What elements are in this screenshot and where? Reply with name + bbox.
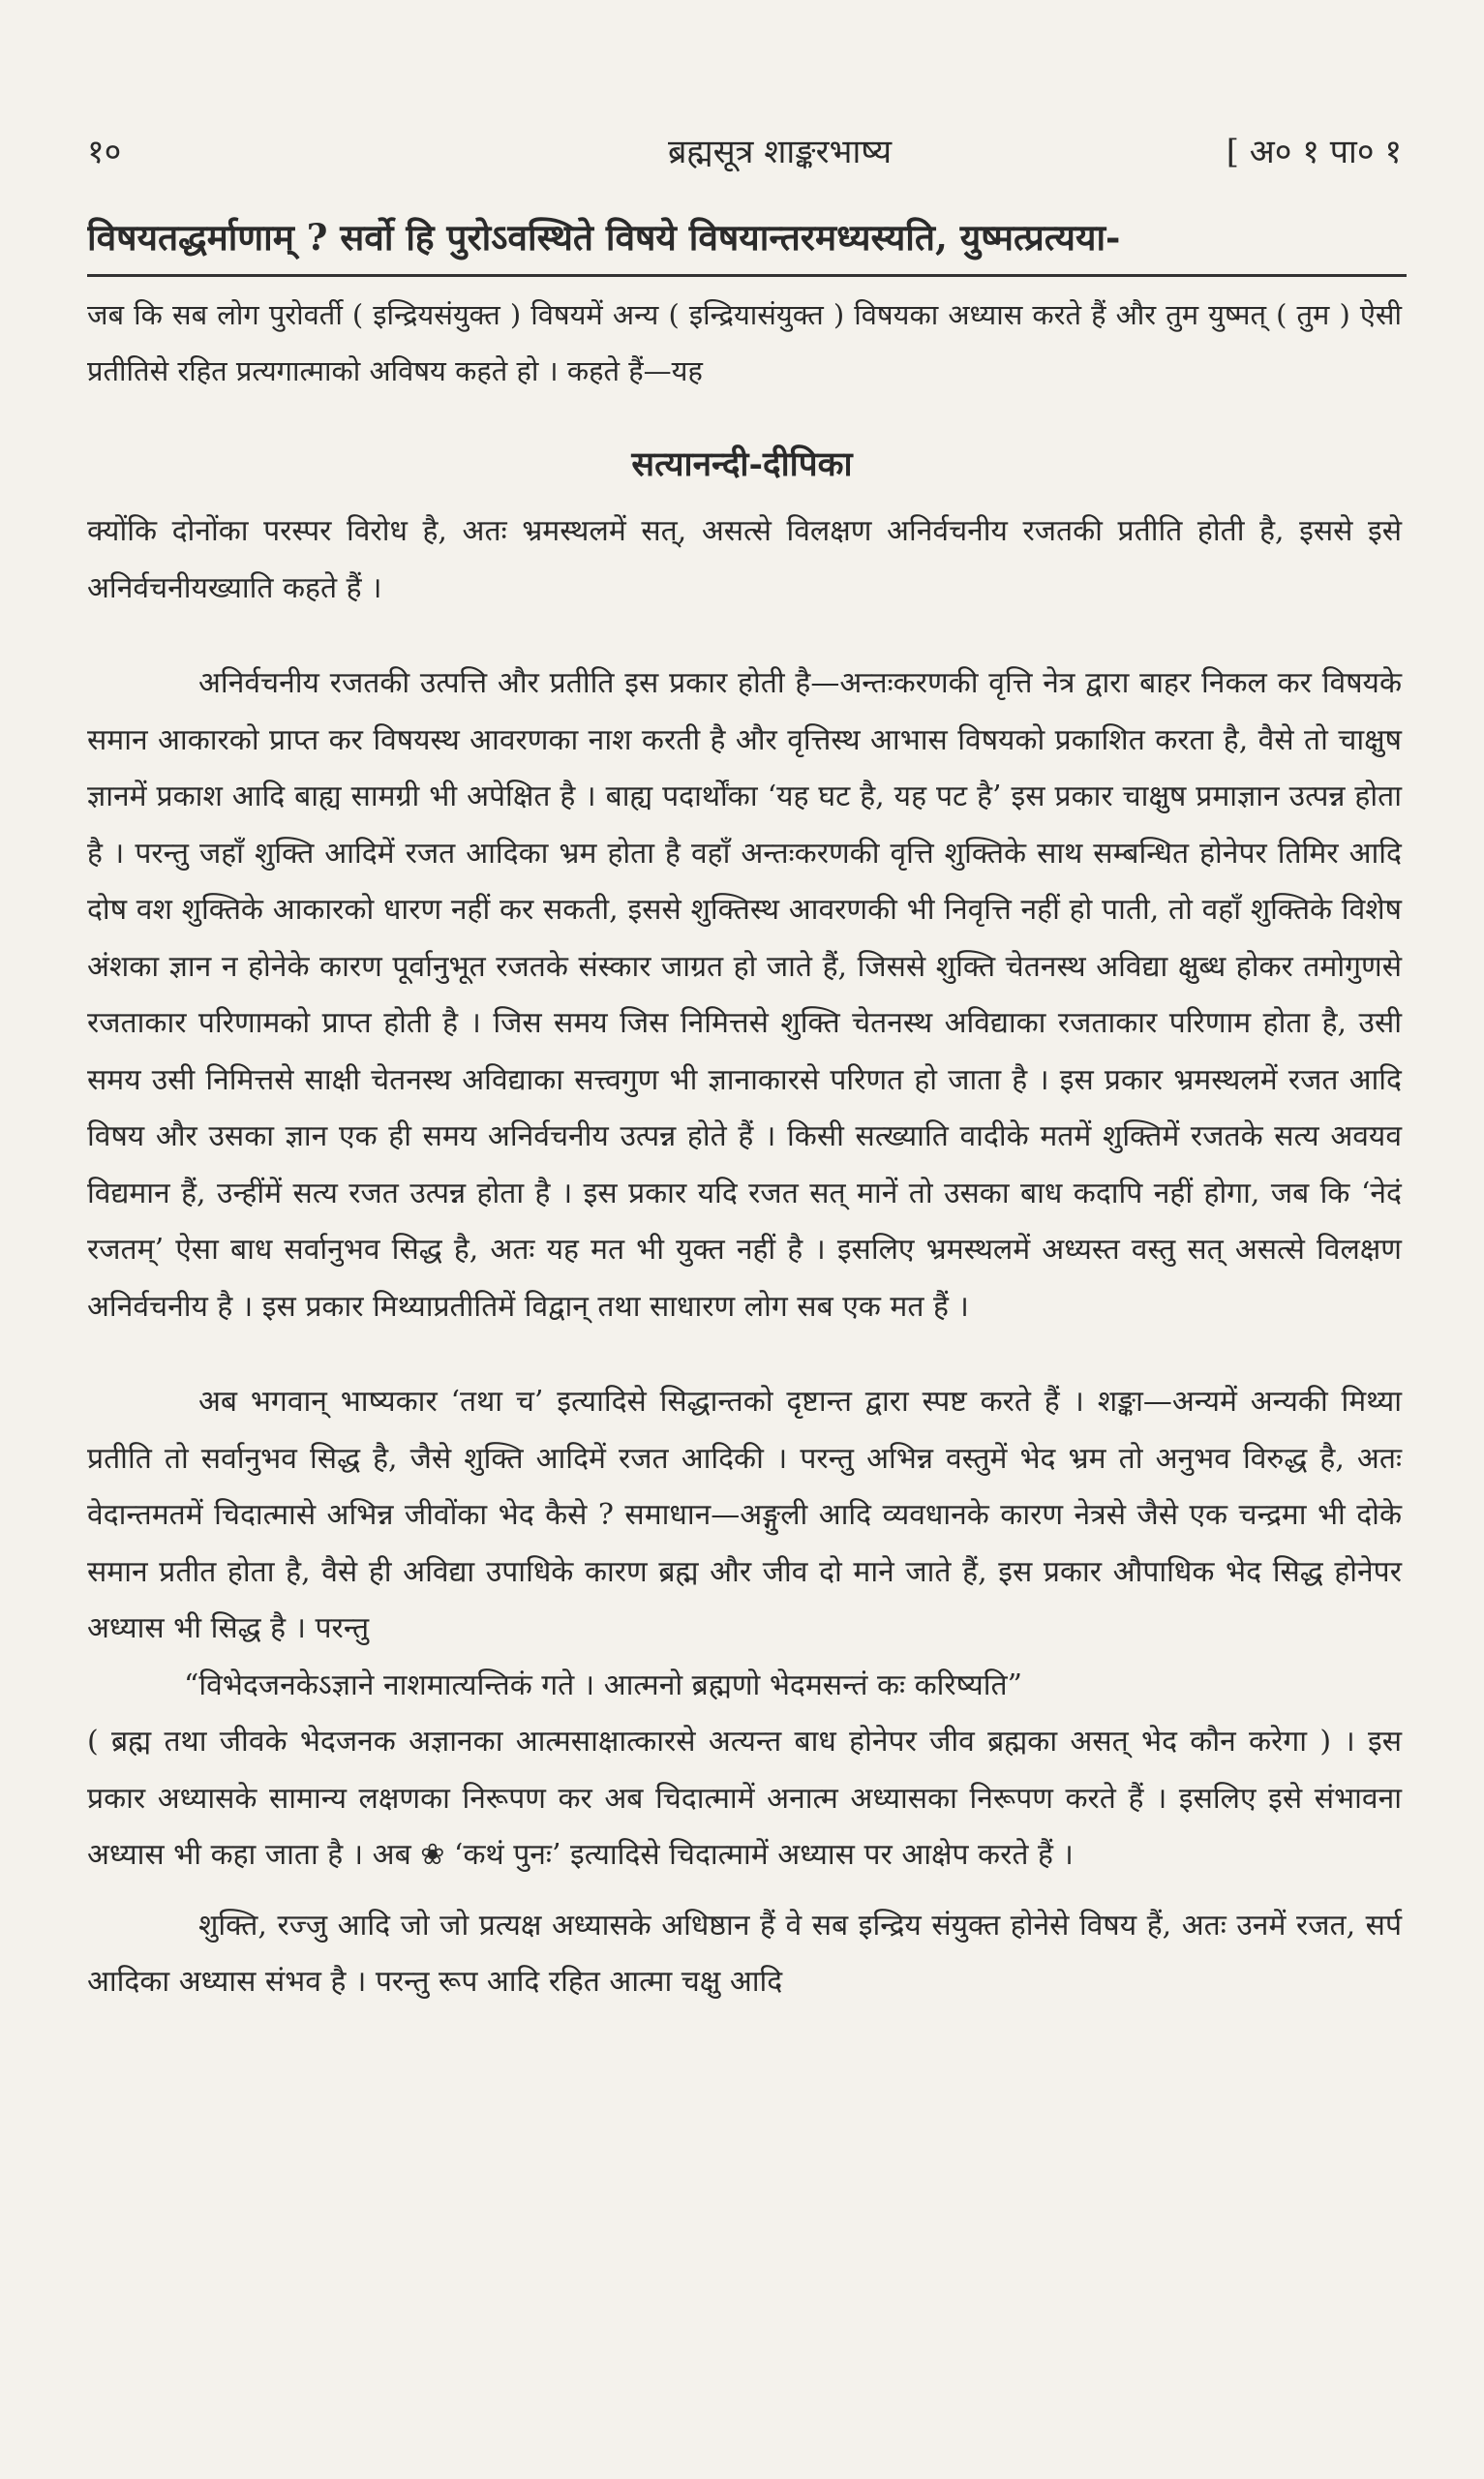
page-number: १० [87, 133, 122, 171]
paragraph: ( ब्रह्म तथा जीवके भेदजनक अज्ञानका आत्मसाक्षात्कारसे अत्यन्त बाध होनेपर जीव ब्रह्मका असत् भेद कौन करेगा ) । इस प्रकार अध्यासके सामान्य लक्षणका निरूपण कर अब चिदात्मामें अनात्म अध्यासका निरूपण करते हैं । इसलिए इसे संभावना अध्यास भी कहा जाता है । अब ❀ ‘कथं पुनः’ इत्यादिसे चिदात्मामें अध्यास पर आक्षेप करते हैं । [87, 1725, 1402, 1872]
book-title: ब्रह्मसूत्र शाङ्करभाष्य [668, 133, 893, 171]
quoted-verse: “विभेदजनकेऽज्ञाने नाशमात्यन्तिकं गते । आत्मनो ब्रह्मणो भेदमसन्तं कः करिष्यति” [184, 1668, 1022, 1702]
section-marker: [ अ० १ पा० १ [1226, 133, 1402, 171]
sutra-text: विषयतद्धर्माणाम् ? सर्वो हि पुरोऽवस्थिते विषये विषयान्तरमध्यस्यति, युष्मत्प्रत्यया- [87, 216, 1121, 259]
divider-rule [87, 274, 1407, 277]
paragraph: क्योंकि दोनोंका परस्पर विरोध है, अतः भ्रमस्थलमें सत्, असत्से विलक्षण अनिर्वचनीय रजतकी प्रतीति होती है, इससे इसे अनिर्वचनीयख्याति कहते हैं । [87, 514, 1402, 605]
commentary-body [87, 504, 1402, 2011]
translation-text: जब कि सब लोग पुरोवर्ती ( इन्द्रियसंयुक्त ) विषयमें अन्य ( इन्द्रियासंयुक्त ) विषयका अध्यास करते हैं और तुम युष्मत् ( तुम ) ऐसी प्रतीतिसे रहित प्रत्यगात्माको अविषय कहते हो । कहते हैं—यह [87, 298, 1402, 387]
paragraph: अब भगवान् भाष्यकार ‘तथा च’ इत्यादिसे सिद्धान्तको दृष्टान्त द्वारा स्पष्ट करते हैं । शङ्का—अन्यमें अन्यकी मिथ्या प्रतीति तो सर्वानुभव सिद्ध है, जैसे शुक्ति आदिमें रजत आदिकी । परन्तु अभिन्न वस्तुमें भेद भ्रम तो अनुभव विरुद्ध है, अतः वेदान्तमतमें चिदात्मासे अभिन्न जीवोंका भेद कैसे ? समाधान—अङ्गुली आदि व्यवधानके कारण नेत्रसे जैसे एक चन्द्रमा भी दोके समान प्रतीत होता है, वैसे ही अविद्या उपाधिके कारण ब्रह्म और जीव दो माने जाते हैं, इस प्रकार औपाधिक भेद सिद्ध होनेपर अध्यास भी सिद्ध है । परन्तु [87, 1385, 1402, 1645]
running-header [87, 128, 1402, 176]
paragraph: शुक्ति, रज्जु आदि जो जो प्रत्यक्ष अध्यासके अधिष्ठान हैं वे सब इन्द्रिय संयुक्त होनेसे विषय हैं, अतः उनमें रजत, सर्प आदिका अध्यास संभव है । परन्तु रूप आदि रहित आत्मा चक्षु आदि [87, 1908, 1402, 1999]
paragraph: अनिर्वचनीय रजतकी उत्पत्ति और प्रतीति इस प्रकार होती है—अन्तःकरणकी वृत्ति नेत्र द्वारा बाहर निकल कर विषयके समान आकारको प्राप्त कर विषयस्थ आवरणका नाश करती है और वृत्तिस्थ आभास विषयको प्रकाशित करता है, वैसे तो चाक्षुष ज्ञानमें प्रकाश आदि बाह्य सामग्री भी अपेक्षित है । बाह्य पदार्थोंका ‘यह घट है, यह पट है’ इस प्रकार चाक्षुष प्रमाज्ञान उत्पन्न होता है । परन्तु जहाँ शुक्ति आदिमें रजत आदिका भ्रम होता है वहाँ अन्तःकरणकी वृत्ति शुक्तिके साथ सम्बन्धित होनेपर तिमिर आदि दोष वश शुक्तिके आकारको धारण नहीं कर सकती, इससे शुक्तिस्थ आवरणकी भी निवृत्ति नहीं हो पाती, तो वहाँ शुक्तिके विशेष अंशका ज्ञान न होनेके कारण पूर्वानुभूत रजतके संस्कार जाग्रत हो जाते हैं, जिससे शुक्ति चेतनस्थ अविद्या क्षुब्ध होकर तमोगुणसे रजताकार परिणामको प्राप्त होती है । जिस समय जिस निमित्तसे शुक्ति चेतनस्थ अविद्याका रजताकार परिणाम होता है, उसी समय उसी निमित्तसे साक्षी चेतनस्थ अविद्याका सत्त्वगुण भी ज्ञानाकारसे परिणत हो जाता है । इस प्रकार भ्रमस्थलमें रजत आदि विषय और उसका ज्ञान एक ही समय अनिर्वचनीय उत्पन्न होते हैं । किसी सत्ख्याति वादीके मतमें शुक्तिमें रजतके सत्य अवयव विद्यमान हैं, उन्हींमें सत्य रजत उत्पन्न होता है । इस प्रकार यदि रजत सत् मानें तो उसका बाध कदापि नहीं होगा, जब कि ‘नेदं रजतम्’ ऐसा बाध सर्वानुभव सिद्ध है, अतः यह मत भी युक्त नहीं है । इसलिए भ्रमस्थलमें अध्यस्त वस्तु सत् असत्से विलक्षण अनिर्वचनीय है । इस प्रकार मिथ्याप्रतीतिमें विद्वान् तथा साधारण लोग सब एक मत हैं । [87, 666, 1402, 1324]
commentary-title: सत्यानन्दी-दीपिका [631, 444, 853, 484]
